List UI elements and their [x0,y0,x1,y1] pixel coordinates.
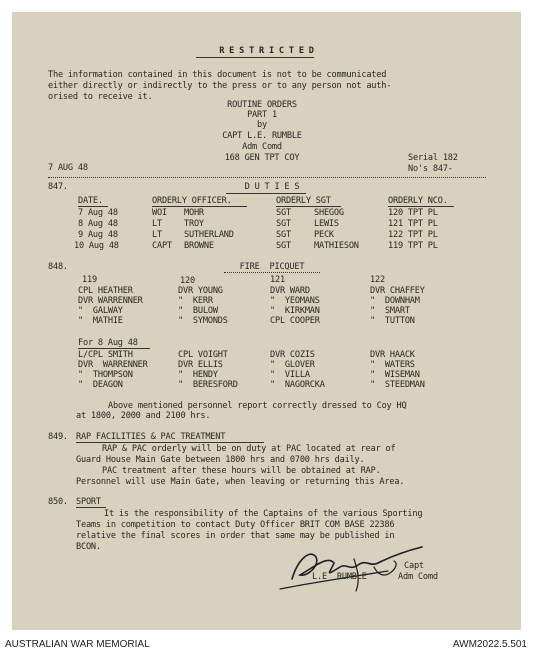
section-number-850: 850. [48,497,68,507]
picquet-member: " VILLA [270,370,310,380]
col-nco-underline [388,206,454,207]
duty-sgt-name: PECK [314,230,334,240]
signature-appointment: Adm Comd [398,572,438,582]
col-orderly-officer: ORDERLY OFFICER. [152,196,232,206]
picquet-member: DVR WARRENNER [78,360,148,370]
restricted-underline [196,57,314,58]
rap-line-2: Guard House Main Gate between 1800 hrs and 0700 hrs daily. [76,455,365,465]
sport-line-4: BCON. [76,542,101,552]
separator-dotted [48,177,486,178]
sport-line-2: Teams in competition to contact Duty Officer BRIT COM BASE 22386 [76,520,395,530]
picquet-member: DVR WARRENNER [78,296,143,306]
title-appointment: Adm Comd [242,142,282,152]
picquet-note-line-1: Above mentioned personnel report correctly dressed to Coy HQ [108,401,407,411]
duty-date: 8 Aug 48 [78,219,118,229]
picquet-member: " GLOVER [270,360,315,370]
picquet-note-line-2: at 1800, 2000 and 2100 hrs. [76,411,211,421]
duty-officer-rank: WOI [152,208,167,218]
duty-date: 7 Aug 48 [78,208,118,218]
document-page [12,12,521,630]
platoon-121: 121 [270,275,285,285]
picquet-member: " THOMPSON [78,370,133,380]
picquet-member: " KIRKMAN [270,306,320,316]
duty-officer-name: SUTHERLAND [184,230,234,240]
notice-line-1: The information contained in this document is not to be communicated [48,70,387,80]
platoon-120: 120 [180,276,195,286]
section-number-848: 848. [48,262,68,272]
picquet-member: DVR WARD [270,286,310,296]
restricted-heading: R E S T R I C T E D [219,46,314,56]
footer-accession: AWM2022.5.501 [452,639,527,650]
picquet-member: DVR HAACK [370,350,415,360]
title-routine-orders: ROUTINE ORDERS [227,100,297,110]
duty-officer-name: TROY [184,219,204,229]
picquet-member: " TUTTON [370,316,415,326]
duties-underline [226,193,306,194]
duty-nco-platoon: 119 TPT PL [388,241,438,251]
picquet-member: " WATERS [370,360,415,370]
picquet-member: " WISEMAN [370,370,420,380]
duty-officer-rank: LT [152,219,162,229]
serial-number: Serial 182 [408,153,458,163]
picquet-for-date: For 8 Aug 48 [78,338,138,348]
picquet-member: " BULOW [178,306,218,316]
col-sgt-underline [276,206,341,207]
picquet-member: L/CPL SMITH [78,350,133,360]
picquet-member: CPL HEATHER [78,286,133,296]
picquet-member: DVR COZIS [270,350,315,360]
duty-nco-platoon: 120 TPT PL [388,208,438,218]
signature-name: L.E RUMBLE [312,572,367,582]
order-date: 7 AUG 48 [48,163,88,173]
col-orderly-sgt: ORDERLY SGT [276,196,331,206]
rap-line-4: Personnel will use Main Gate, when leaving or returning this Area. [76,477,405,487]
sport-heading: SPORT [76,497,101,507]
picquet-member: " BERESFORD [178,380,238,390]
signature-rank: Capt [404,561,424,571]
rap-line-1: RAP & PAC orderly will be on duty at PAC located at rear of [102,444,396,454]
rap-heading: RAP FACILITIES & PAC TREATMENT [76,432,226,442]
duty-sgt-rank: SGT [276,208,291,218]
duty-officer-rank: LT [152,230,162,240]
for-date-underline [78,348,150,349]
picquet-member: DVR YOUNG [178,286,223,296]
picquet-member: DVR ELLIS [178,360,223,370]
picquet-member: " SYMONDS [178,316,228,326]
rap-underline [76,442,264,443]
duty-sgt-name: SHEGOG [314,208,344,218]
picquet-member: " YEOMANS [270,296,320,306]
duty-sgt-rank: SGT [276,219,291,229]
picquet-member: " DOWNHAM [370,296,420,306]
footer-bar [0,636,533,653]
notice-line-3: orised to receive it. [48,92,153,102]
picquet-member: " MATHIE [78,316,123,326]
platoon-119: 119 [82,275,97,285]
footer-source: AUSTRALIAN WAR MEMORIAL [5,639,150,650]
sport-line-3: relative the final scores in order that same may be published in [76,531,395,541]
platoon-122: 122 [370,275,385,285]
title-unit: 168 GEN TPT COY [224,153,300,163]
picquet-member: " NAGORCKA [270,380,325,390]
duty-sgt-rank: SGT [276,230,291,240]
col-officer-underline [152,206,247,207]
duty-nco-platoon: 122 TPT PL [388,230,438,240]
col-orderly-nco: ORDERLY NCO. [388,196,448,206]
picquet-member: DVR CHAFFEY [370,286,425,296]
col-date: DATE. [78,196,103,206]
order-numbers: No's 847- [408,164,453,174]
picquet-underline [224,272,320,273]
duty-officer-name: BROWNE [184,241,214,251]
picquet-member: " GALWAY [78,306,123,316]
picquet-member: " SMART [370,306,410,316]
title-part: PART 1 [247,110,277,120]
sport-line-1: It is the responsibility of the Captains of the various Sporting [104,509,423,519]
rap-line-3: PAC treatment after these hours will be obtained at RAP. [102,466,381,476]
title-by: by [257,120,267,130]
duty-sgt-name: LEWIS [314,219,339,229]
picquet-member: " HENDY [178,370,218,380]
section-number-847: 847. [48,182,68,192]
picquet-member: " DEAGON [78,380,123,390]
duty-sgt-name: MATHIESON [314,241,359,251]
col-date-underline [78,206,108,207]
duty-date: 9 Aug 48 [78,230,118,240]
duty-nco-platoon: 121 TPT PL [388,219,438,229]
picquet-member: CPL COOPER [270,316,320,326]
duty-sgt-rank: SGT [276,241,291,251]
picquet-heading: FIRE PICQUET [239,262,305,272]
duty-officer-rank: CAPT [152,241,172,251]
duty-date: 10 Aug 48 [74,241,119,251]
picquet-member: " STEEDMAN [370,380,425,390]
picquet-member: " KERR [178,296,213,306]
picquet-member: CPL VOIGHT [178,350,228,360]
duty-officer-name: MOHR [184,208,204,218]
duties-heading: D U T I E S [244,182,300,192]
section-number-849: 849. [48,432,68,442]
title-officer: CAPT L.E. RUMBLE [222,131,302,141]
sport-underline [76,507,106,508]
notice-line-2: either directly or indirectly to the press or to any person not auth- [48,81,392,91]
